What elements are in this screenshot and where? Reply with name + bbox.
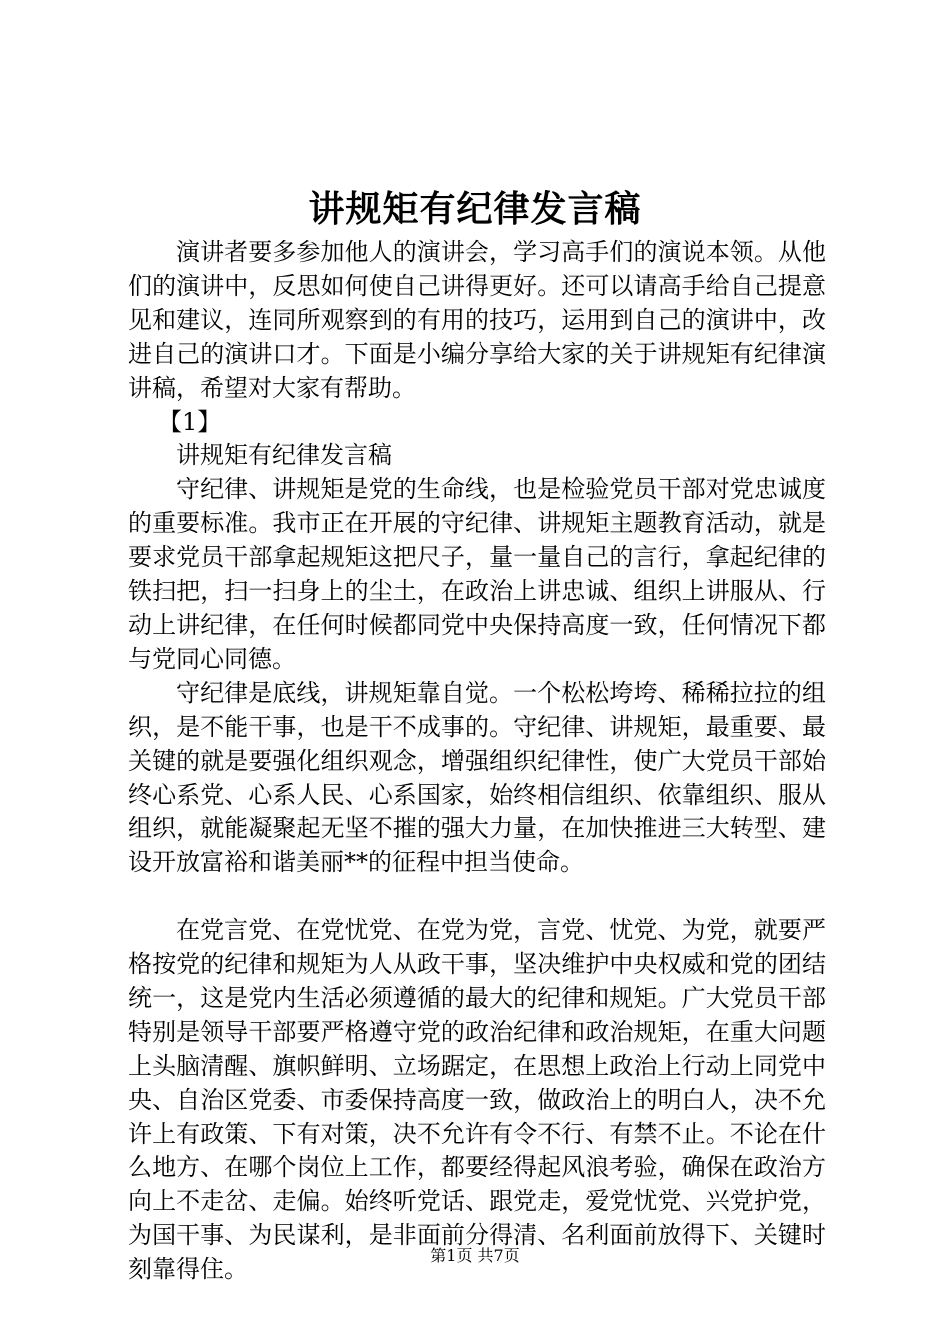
body-paragraph-2: 守纪律是底线，讲规矩靠自觉。一个松松垮垮、稀稀拉拉的组织，是不能干事，也是干不成事的。守纪律、讲规矩，最重要、最关键的就是要强化组织观念，增强组织纪律性，使广大党员干部始终心系党、心系人民、心系国家，始终相信组织、依靠组织、服从组织，就能凝聚起无坚不摧的强大力量，在加快推进三大转型、建设开放富裕和谐美丽**的征程中担当使命。 xyxy=(128,678,826,877)
paragraph-spacer xyxy=(128,880,826,914)
intro-paragraph: 演讲者要多参加他人的演讲会，学习高手们的演说本领。从他们的演讲中，反思如何使自己讲得更好。还可以请高手给自己提意见和建议，连同所观察到的有用的技巧，运用到自己的演讲中，改进自己的演讲口才。下面是小编分享给大家的关于讲规矩有纪律演讲稿，希望对大家有帮助。 xyxy=(128,238,826,402)
document-body xyxy=(128,236,826,1287)
document-title: 讲规矩有纪律发言稿 xyxy=(308,188,642,230)
body-paragraph-1: 守纪律、讲规矩是党的生命线，也是检验党员干部对党忠诚度的重要标准。我市正在开展的守纪律、讲规矩主题教育活动，就是要求党员干部拿起规矩这把尺子，量一量自己的言行，拿起纪律的铁扫把，扫一扫身上的尘土，在政治上讲忠诚、组织上讲服从、行动上讲纪律，在任何时候都同党中央保持高度一致，任何情况下都与党同心同德。 xyxy=(128,475,826,673)
body-paragraph-3: 在党言党、在党忧党、在党为党，言党、忧党、为党，就要严格按党的纪律和规矩为人从政干事，坚决维护中央权威和党的团结统一，这是党内生活必须遵循的最大的纪律和规矩。广大党员干部特别是领导干部要严格遵守党的政治纪律和政治规矩，在重大问题上头脑清醒、旗帜鲜明、立场踞定，在思想上政治上行动上同党中央、自治区党委、市委保持高度一致，做政治上的明白人，决不允许上有政策、下有对策，决不允许有令不行、有禁不止。不论在什么地方、在哪个岗位上工作，都要经得起风浪考验，确保在政治方向上不走岔、走偏。始终听党话、跟党走，爱党忧党、兴党护党，为国干事、为民谋利，是非面前分得清、名利面前放得下、关键时刻靠得住。 xyxy=(128,916,826,1284)
section-subheading: 讲规矩有纪律发言稿 xyxy=(176,441,392,470)
section-marker: 【1】 xyxy=(158,407,222,436)
page-footer: 第1页 共7页 xyxy=(430,1246,520,1265)
